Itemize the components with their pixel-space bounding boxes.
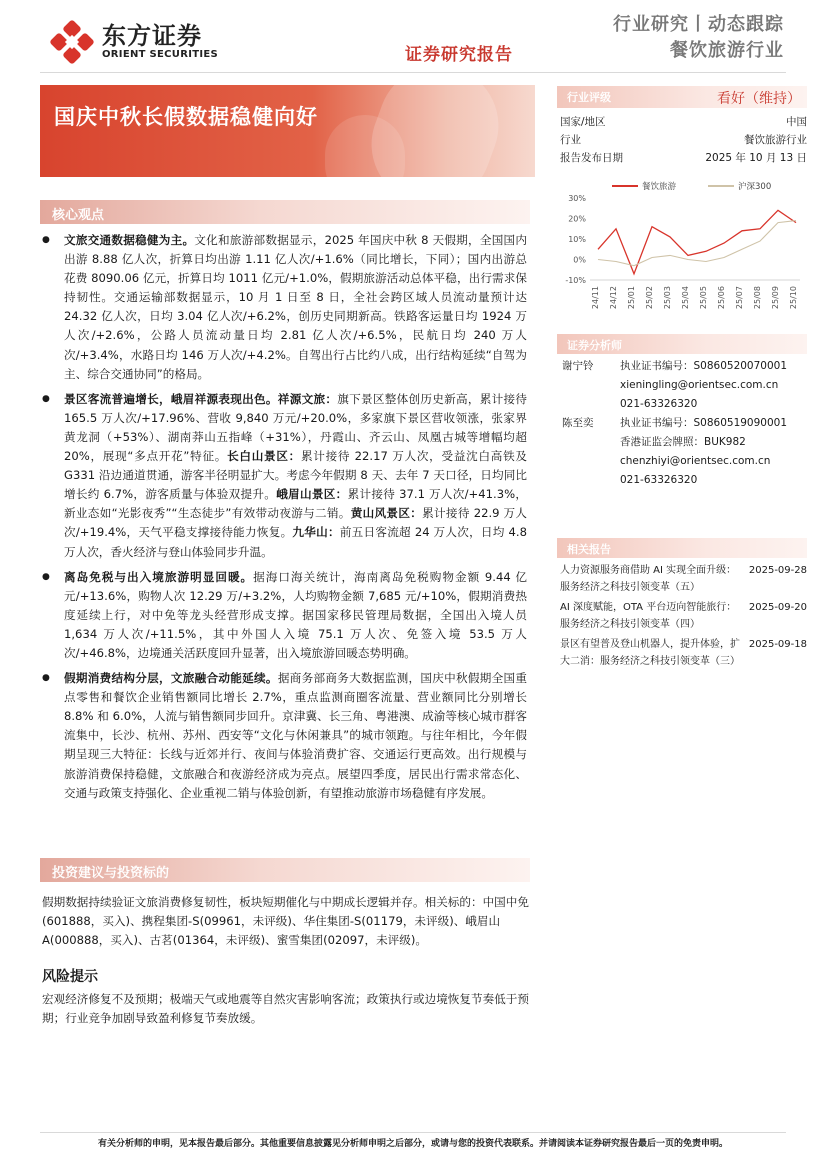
x-tick-label: 25/05 (699, 286, 708, 310)
legend-label: 沪深300 (738, 182, 772, 192)
x-tick-label: 25/10 (789, 286, 798, 310)
info-key: 国家/地区 (560, 116, 606, 128)
bullet-heading: 峨眉山景区： (276, 487, 348, 502)
report-title: 国庆中秋长假数据稳健向好 (54, 105, 318, 129)
x-tick-label: 25/08 (753, 286, 762, 310)
related-section-bar (557, 538, 807, 558)
risk-text: 宏观经济修复不及预期；极端天气或地震等自然灾害影响客流；政策执行或边境恢复节奏低于预期；行业竞争加剧导致盈利修复节奏放缓。 (42, 992, 529, 1026)
x-tick-label: 25/09 (771, 286, 780, 310)
y-tick-label: -10% (565, 276, 586, 285)
bullet-text: 累计接待 22.9 万人次/+19.4%，天气平稳支撑接待能力恢复。 (64, 506, 528, 540)
related-report-title[interactable]: 景区有望普及登山机器人，提升体验，扩大二消：服务经济之科技引领变革（三） (560, 639, 740, 667)
bullet-heading: 离岛免税与出入境旅游明显回暖。 (64, 569, 254, 584)
report-category: 行业研究丨动态跟踪 (613, 14, 784, 35)
analyst-phone: 021-63326320 (620, 474, 698, 486)
logo-text-cn: 东方证券 (102, 22, 202, 50)
report-industry: 餐饮旅游行业 (670, 40, 784, 61)
core-bullet-list (42, 231, 527, 809)
invest-section-label: 投资建议与投资标的 (52, 866, 170, 881)
legend-label: 餐饮旅游 (642, 182, 677, 192)
analyst-detail: 执业证书编号：S0860519090001 (620, 417, 788, 429)
related-section-label: 相关报告 (567, 543, 611, 556)
header-right (613, 12, 784, 64)
analyst-name: 谢宁铃 (562, 360, 594, 372)
bullet-heading: 黄山风景区： (350, 506, 423, 521)
analyst-email[interactable]: chenzhiyi@orientsec.com.cn (620, 455, 771, 467)
core-section-bar (40, 200, 530, 224)
info-key: 行业 (560, 134, 581, 146)
related-report-item[interactable] (560, 599, 807, 633)
invest-text: 假期数据持续验证文旅消费修复韧性，板块短期催化与中期成长逻辑并存。相关标的：中国中免(601888，买入)、携程集团-S(09961，未评级)、华住集团-S(01179，未评级)、峨眉山 A(000888，买入)、古茗(01364，未评级)、蜜雪集团(02097，未评级)。 (42, 895, 529, 948)
report-type: 证券研究报告 (405, 45, 513, 65)
rating-bar (557, 86, 807, 108)
related-report-title[interactable]: AI 深度赋能，OTA 平台迈向智能旅行：服务经济之科技引领变革（四） (560, 602, 737, 630)
rating-label: 行业评级 (567, 91, 611, 104)
bullet-heading: 九华山： (292, 525, 340, 540)
related-report-date: 2025-09-18 (748, 639, 807, 650)
logo-text-en: ORIENT SECURITIES (102, 49, 219, 60)
info-table (560, 113, 807, 167)
related-report-item[interactable] (560, 562, 807, 596)
bullet-heading: 长白山景区： (227, 449, 301, 464)
related-report-date: 2025-09-28 (748, 565, 807, 576)
analyst-section-label: 证券分析师 (567, 339, 622, 352)
bullet-text: 累计接待 37.1 万人次/+41.3%，新业态如“光影夜秀”“生态徒步”有效带动夜游与二销。 (64, 487, 527, 521)
x-tick-label: 25/02 (645, 286, 654, 310)
analyst-entry (562, 357, 807, 414)
info-value: 餐饮旅游行业 (744, 134, 807, 146)
y-tick-label: 10% (568, 235, 586, 244)
core-section-label: 核心观点 (52, 208, 105, 223)
y-tick-label: 30% (568, 194, 586, 203)
company-logo (50, 20, 218, 64)
related-report-title[interactable]: 人力资源服务商借助 AI 实现全面升级：服务经济之科技引领变革（五） (560, 565, 737, 593)
analyst-phone: 021-63326320 (620, 398, 698, 410)
x-tick-label: 25/07 (735, 286, 744, 310)
rating-value: 看好（维持） (717, 91, 801, 107)
x-tick-label: 25/01 (627, 286, 636, 310)
related-report-item[interactable] (560, 636, 807, 670)
core-bullet (42, 669, 527, 803)
core-bullet (42, 390, 527, 562)
info-key: 报告发布日期 (560, 152, 623, 164)
x-tick-label: 25/04 (681, 286, 690, 310)
analyst-detail: 香港证监会牌照：BUK982 (620, 436, 746, 448)
bullet-heading: 假期消费结构分层，文旅融合动能延续。 (64, 671, 278, 686)
header-divider (40, 72, 786, 73)
invest-section-bar (40, 858, 530, 882)
orient-logo-icon (50, 20, 94, 64)
x-tick-label: 24/12 (609, 286, 618, 310)
bullet-heading: 景区客流普遍增长，峨眉祥源表现出色。祥源文旅： (64, 391, 338, 406)
footer-disclaimer: 有关分析师的申明，见本报告最后部分。其他重要信息披露见分析师申明之后部分，或请与您的投资代表联系。并请阅读本证券研究报告最后一页的免责申明。 (97, 1139, 728, 1149)
bullet-heading: 文旅交通数据稳健为主。 (64, 233, 195, 247)
core-bullet (42, 568, 527, 663)
bullet-text: 前五日客流超 24 万人次，日均 4.8 万人次，香火经济与登山体验同步升温。 (64, 525, 527, 559)
y-tick-label: 20% (568, 214, 586, 224)
analyst-detail: 执业证书编号：S0860520070001 (620, 360, 788, 372)
bullet-text: 据海口海关统计，海南离岛免税购物金额 9.44 亿元/+13.6%，购物人次 12.29 万/+3.2%，人均购物金额 7,685 元/+10%，假期消费热度延续上行，对中免等龙头经营形成支撑。据国家移民管理局数据，全国出入境人员 1,634 万人次/+11.5%，其中外国人入境 75.1 万人次、免签入境 53.5 万人次/+46.8%，边境通关活跃度回升显著，出入境旅游回暖态势明确。 (64, 569, 527, 660)
analyst-email[interactable]: xieningling@orientsec.com.cn (620, 379, 779, 391)
x-tick-label: 25/06 (717, 286, 726, 310)
info-value: 2025 年 10 月 13 日 (705, 152, 807, 164)
analyst-section-bar (557, 334, 807, 354)
risk-title: 风险提示 (42, 969, 98, 985)
analyst-name: 陈至奕 (562, 417, 594, 429)
info-row (560, 131, 807, 149)
analyst-entry (562, 414, 807, 490)
related-report-date: 2025-09-20 (748, 602, 807, 613)
analyst-list (562, 357, 807, 490)
info-value: 中国 (786, 116, 807, 128)
info-row (560, 149, 807, 167)
bullet-text: 旗下景区整体创历史新高，累计接待 165.5 万人次/+17.96%、营收 9,840 万元/+20.0%，多家旗下景区营收领涨，张家界黄龙洞（+53%）、湖南莽山五指峰（+31%），丹霞山、齐云山、凤凰古城等增幅均超 20%，展现“多点开花”特征。 (64, 391, 527, 464)
bullet-text: 据商务部商务大数据监测，国庆中秋假期全国重点零售和餐饮企业销售额同比增长 2.7%，重点监测商圈客流量、营业额同比分别增长 8.8% 和 6.0%，人流与销售额同步回升。京津冀、长三角、粤港澳、成渝等核心城市群客流集中，长沙、杭州、苏州、西安等“文化与休闲兼具”的城市领跑。与往年相比，今年假期呈现三大特征：长线与近郊并行、夜间与体验消费扩容、交通运行更高效。出行规模与旅游消费保持稳健，文旅融合和夜游经济成为亮点。展望四季度，居民出行需求常态化、交通与政策支持强化、企业重视二销与体验创新，有望推动旅游市场稳健有序发展。 (64, 671, 527, 800)
info-row (560, 113, 807, 131)
footer-divider (40, 1132, 786, 1133)
bullet-text: 文化和旅游部数据显示，2025 年国庆中秋 8 天假期，全国国内出游 8.88 亿人次，折算日均出游 1.11 亿人次/+1.6%（同比增长，下同）；国内出游总花费 8090.06 亿元，折算日均 1011 亿元/+1.0%，假期旅游活动总体平稳，出行需求保持韧性。交通运输部数据显示，10 月 1 日至 8 日，全社会跨区域人员流动量预计达 24.32 亿人次，日均 3.04 亿人次/+6.2%，创历史同期新高。铁路客运量日均 1924 万人次/+2.6%，公路人员流动量日均 2.81 亿人次/+6.5%，民航日均 240 万人次/+3.4%，水路日均 146 万人次/+4.2%。自驾出行占比约八成，出行结构延续“自驾为主、综合交通协同”的格局。 (64, 233, 527, 381)
performance-chart (560, 176, 807, 326)
core-bullet (42, 231, 527, 384)
x-tick-label: 25/03 (663, 286, 672, 310)
title-banner (40, 85, 535, 177)
related-reports (560, 562, 807, 673)
x-tick-label: 24/11 (591, 286, 600, 310)
bullet-text: 累计接待 22.17 万人次，受益沈白高铁及 G331 沿边通道贯通，游客半径明显扩大。考虑今年假期 8 天、去年 7 天口径，日均同比增长约 6.7%，游客质量与体验双提升。 (64, 449, 527, 502)
y-tick-label: 0% (573, 255, 586, 265)
